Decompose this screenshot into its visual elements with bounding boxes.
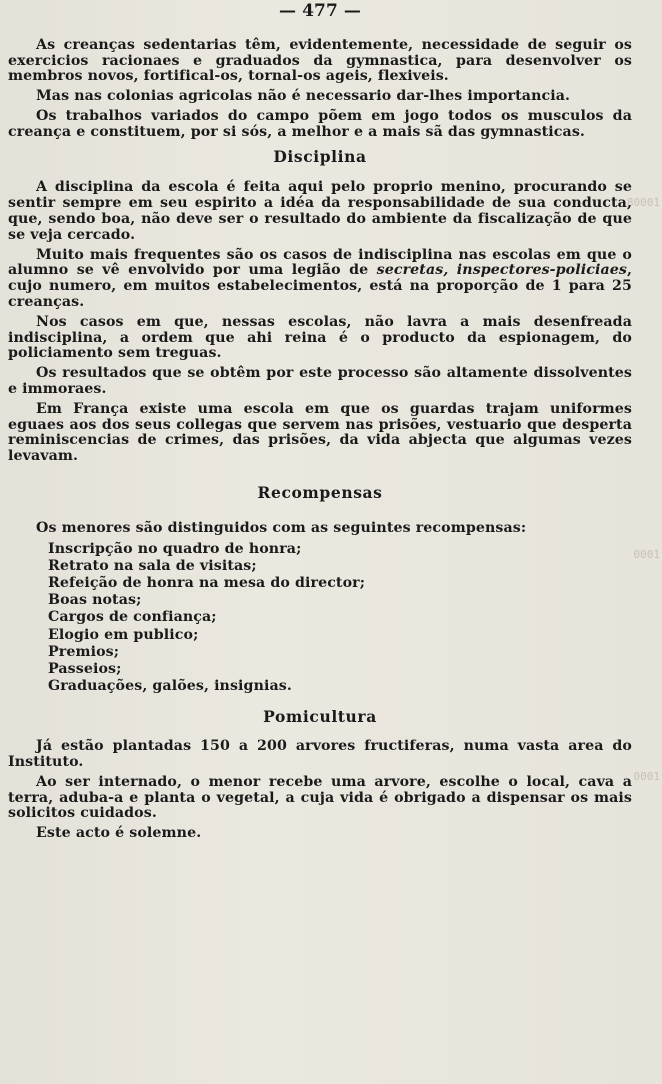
bleed-through-text: 0001 [633, 548, 660, 561]
list-item: Inscripção no quadro de honra; [48, 540, 302, 557]
section-heading-discipline: Disciplina [273, 146, 367, 166]
rewards-list [48, 541, 632, 696]
list-item: Cargos de confiança; [48, 609, 217, 626]
list-item: Premios; [48, 643, 120, 660]
list-item: Refeição de honra na mesa do director; [48, 574, 366, 591]
bleed-through-text: 0001 [633, 770, 660, 783]
section-heading-pomiculture: Pomicultura [263, 707, 377, 727]
paragraph: Nos casos em que, nessas escolas, não lavra a mais desenfreada indisciplina, a ordem que ahi reina é o producto da espionagem, do policiamento sem treguas. [8, 313, 632, 362]
paragraph: Este acto é solemne. [36, 825, 202, 842]
list-item: Graduações, galões, insignias. [48, 678, 292, 695]
paragraph: Os menores são distinguidos com as seguintes recompensas: [36, 519, 527, 536]
italic-text: secretas, inspectores-policiaes [376, 262, 627, 279]
paragraph: Já estão plantadas 150 a 200 arvores fructiferas, numa vasta area do Instituto. [8, 738, 632, 770]
document-body [8, 1, 632, 846]
paragraph: Ao ser internado, o menor recebe uma arvore, escolhe o local, cava a terra, aduba-a e planta o vegetal, a cuja vida é obrigado a dispensar os mais solicitos cuidados. [8, 773, 632, 822]
paragraph: Os resultados que se obtêm por este processo são altamente dissolventes e immoraes. [8, 365, 632, 397]
text-run: Muito mais frequentes são os casos de indisciplina nas escolas em que o alumno se vê envolvido por uma legião de [8, 246, 632, 279]
list-item: Passeios; [48, 660, 122, 677]
paragraph: Em França existe uma escola em que os guardas trajam uniformes eguaes aos dos seus collegas que servem nas prisões, vestuario que desperta reminiscencias de crimes, das prisões, da vida abjecta que algumas vezes levavam. [8, 400, 632, 465]
paragraph: Mas nas colonias agricolas não é necessario dar-lhes importancia. [36, 88, 571, 105]
bleed-through-text: 80001 [626, 196, 660, 209]
list-item: Elogio em publico; [48, 626, 199, 643]
paragraph: As creanças sedentarias têm, evidentemente, necessidade de seguir os exercicios racionaes e graduados da gymnastica, para desenvolver os membros novos, fortifical-os, tornal-os ageis, flexiveis. [8, 36, 632, 85]
page-number: — 477 — [278, 1, 362, 21]
text-run: , cujo numero, em muitos estabelecimentos, está na proporção de 1 para 25 creanças. [8, 262, 632, 310]
section-heading-rewards: Recompensas [257, 482, 383, 502]
paragraph: A disciplina da escola é feita aqui pelo proprio menino, procurando se sentir sempre em seu espirito a idéa da responsabilidade de sua conducta, que, sendo boa, não deve ser o resultado do ambiente da fiscalização de que se veja cercado. [8, 179, 632, 243]
paragraph [8, 248, 632, 311]
paragraph: Os trabalhos variados do campo põem em jogo todos os musculos da creança e constituem, por si sós, a melhor e a mais sã das gymnasticas. [8, 107, 632, 140]
list-item: Boas notas; [48, 592, 142, 609]
list-item: Retrato na sala de visitas; [48, 557, 257, 574]
